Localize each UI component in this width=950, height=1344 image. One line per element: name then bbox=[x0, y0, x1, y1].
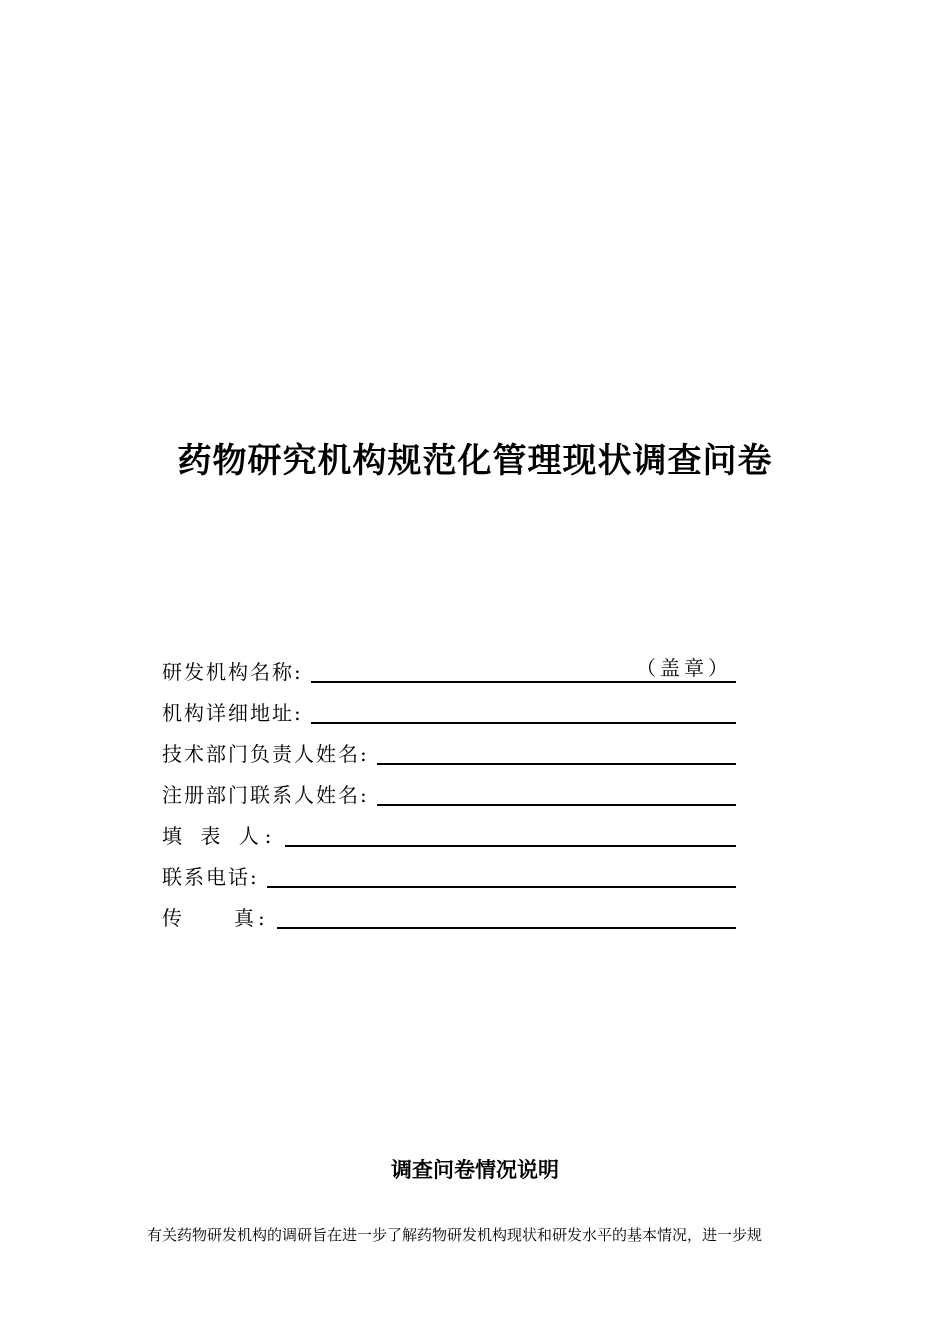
field-institution-address bbox=[162, 687, 736, 728]
tech-dept-head-input-line[interactable] bbox=[377, 735, 736, 765]
field-label: 填 表 人: bbox=[162, 824, 278, 848]
page-title: 药物研究机构规范化管理现状调查问卷 bbox=[177, 440, 773, 481]
field-label: 联系电话: bbox=[162, 865, 259, 889]
stamp-note: （盖章） bbox=[636, 656, 732, 680]
field-fax bbox=[162, 892, 736, 933]
phone-input-line[interactable] bbox=[267, 858, 736, 888]
intro-paragraph: 有关药物研发机构的调研旨在进一步了解药物研发机构现状和研发水平的基本情况，进一步规 bbox=[147, 1226, 763, 1244]
field-label: 研发机构名称: bbox=[162, 660, 303, 684]
questionnaire-form bbox=[162, 646, 736, 933]
field-registration-contact bbox=[162, 769, 736, 810]
field-label: 注册部门联系人姓名: bbox=[162, 783, 369, 807]
field-phone bbox=[162, 851, 736, 892]
field-label: 机构详细地址: bbox=[162, 701, 303, 725]
institution-address-input-line[interactable] bbox=[311, 694, 736, 724]
field-label: 技术部门负责人姓名: bbox=[162, 742, 369, 766]
field-institution-name bbox=[162, 646, 736, 687]
field-label: 传 真: bbox=[162, 906, 269, 930]
institution-name-input-line[interactable] bbox=[311, 653, 736, 683]
registration-contact-input-line[interactable] bbox=[377, 776, 736, 806]
field-tech-dept-head bbox=[162, 728, 736, 769]
field-filled-by bbox=[162, 810, 736, 851]
filled-by-input-line[interactable] bbox=[285, 817, 736, 847]
fax-input-line[interactable] bbox=[277, 899, 736, 929]
section-title: 调查问卷情况说明 bbox=[391, 1158, 559, 1183]
